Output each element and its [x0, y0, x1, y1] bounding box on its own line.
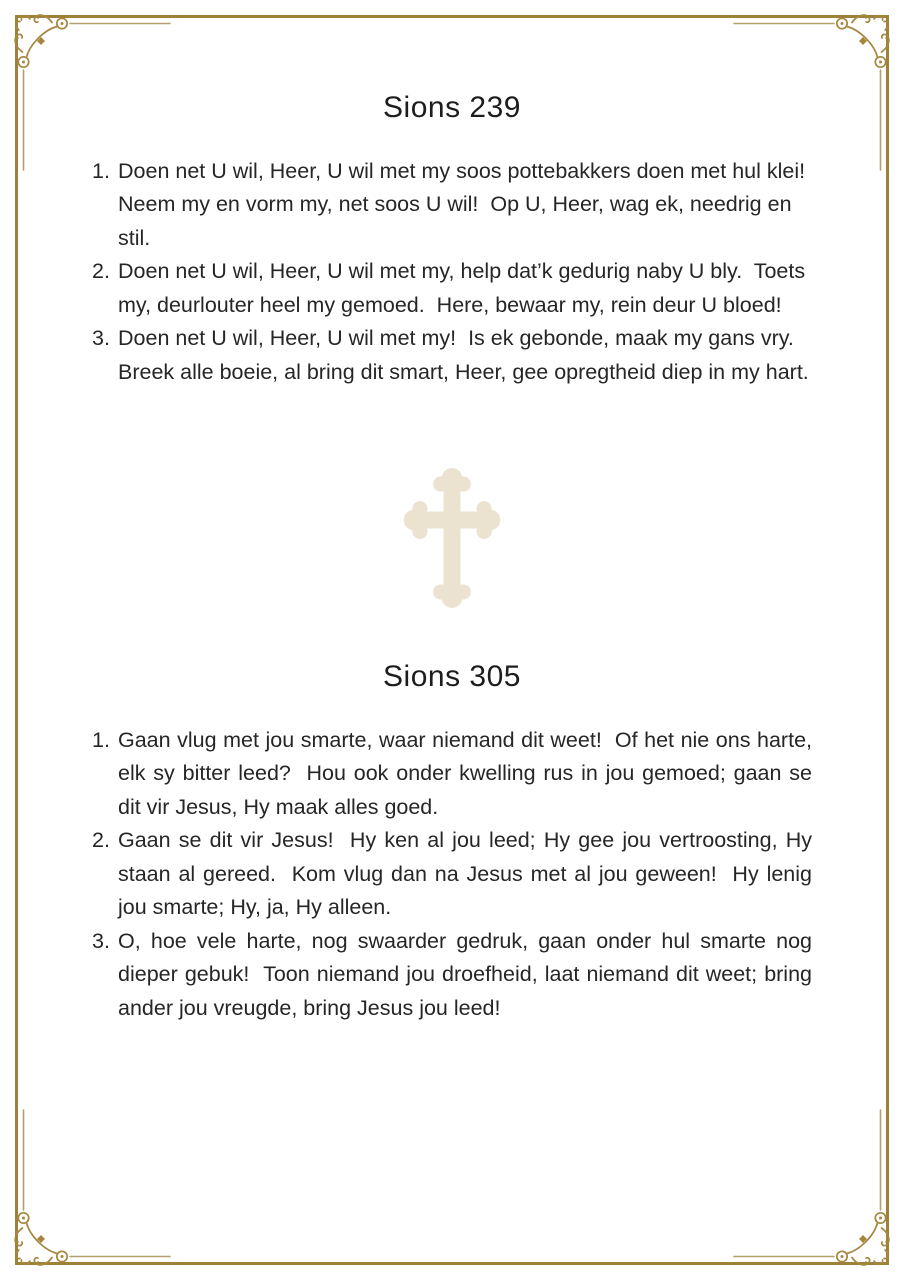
verse-number: 2. [92, 828, 110, 852]
cross-icon [400, 467, 504, 609]
verse-list-239 [92, 155, 818, 390]
verse-text: O, hoe vele harte, nog swaarder gedruk, gaan onder hul smarte nog dieper gebuk! Toon niemand jou droefheid, laat niemand dit weet; bring ander jou vreugde, bring Jesus jou leed! [118, 928, 818, 1020]
hymn-title-305: Sions 305 [383, 660, 521, 693]
verse-item [92, 322, 812, 389]
verse-text: Gaan se dit vir Jesus! Hy ken al jou leed; Hy gee jou vertroosting, Hy staan al gereed. Kom vlug dan na Jesus met al jou geween! Hy lenig jou smarte; Hy, ja, Hy alleen. [118, 828, 818, 919]
verse-item [92, 155, 818, 256]
cross-divider [0, 467, 904, 609]
verse-number: 3. [92, 928, 110, 953]
verse-number: 3. [92, 326, 110, 350]
verse-number: 1. [92, 158, 110, 183]
corner-flourish-icon [724, 1100, 904, 1280]
verse-text: Doen net U wil, Heer, U wil met my! Is ek gebonde, maak my gans vry. Breek alle boeie, al bring dit smart, Heer, gee opregtheid diep in my hart. [118, 326, 809, 384]
verse-item [92, 925, 818, 1026]
hymn-title-239: Sions 239 [383, 91, 521, 124]
verse-item [92, 824, 818, 925]
hymn-section-305 [0, 609, 904, 1025]
verse-number: 1. [92, 727, 110, 752]
verse-list-305 [92, 724, 818, 1026]
verse-number: 2. [92, 259, 110, 283]
verse-text: Gaan vlug met jou smarte, waar niemand dit weet! Of het nie ons harte, elk sy bitter leed? Hou ook onder kwelling rus in jou gemoed; gaan se dit vir Jesus, Hy maak alles goed. [118, 727, 818, 819]
corner-flourish-icon [0, 1100, 180, 1280]
hymn-section-239 [0, 0, 904, 389]
verse-text: Doen net U wil, Heer, U wil met my soos pottebakkers doen met hul klei! Neem my en vorm my, net soos U wil! Op U, Heer, wag ek, needrig en stil. [118, 158, 818, 250]
verse-item [92, 255, 812, 322]
verse-text: Doen net U wil, Heer, U wil met my, help dat’k gedurig naby U bly. Toets my, deurlouter heel my gemoed. Here, bewaar my, rein deur U bloed! [118, 259, 812, 317]
verse-item [92, 724, 818, 825]
